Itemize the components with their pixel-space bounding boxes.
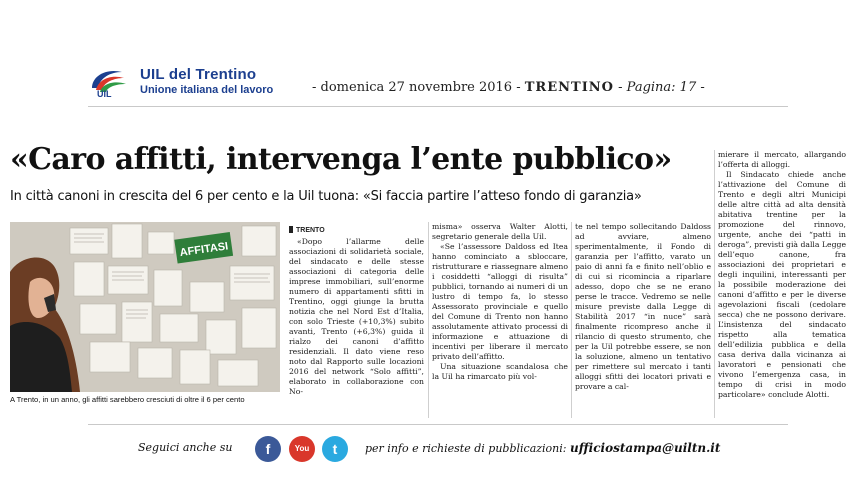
photo-illustration — [10, 222, 280, 392]
column-divider — [571, 222, 572, 418]
facebook-glyph: f — [265, 441, 271, 457]
youtube-icon[interactable] — [289, 436, 315, 462]
logo-text: UIL — [97, 89, 112, 98]
header-divider — [88, 106, 788, 107]
twitter-glyph: t — [332, 441, 338, 457]
article-subhead: In città canoni in crescita del 6 per cento e la Uil tuona: «Si faccia partire l’atteso fondo di garanzia» — [10, 189, 642, 204]
email-link[interactable]: ufficiostampa@uiltn.it — [570, 441, 721, 455]
uil-logo-icon — [88, 66, 128, 98]
contact-prefix: per info e richieste di pubblicazioni: — [365, 442, 567, 455]
kicker-label: TRENTO — [296, 227, 325, 234]
contact-info — [365, 441, 720, 455]
column-2-paragraph: «Se l’assessore Daldoss ed Itea hanno cominciato a sbloccare, ristrutturare e riassegnare almeno i cosiddetti “alloggi di risulta” pubblici, tornando ai numeri di un lustro di tempo fa, lo stesso Assessorato provinciale e quello del Comune di Trento non hanno assolutamente attivato processi di informazione e attuazione di incentivi per liberare il mercato privato dell’affitto. — [432, 242, 568, 361]
follow-label: Seguici anche su — [138, 441, 233, 454]
article-photo — [10, 222, 280, 392]
article-column-3 — [575, 222, 711, 418]
footer-divider — [88, 424, 788, 425]
column-1-text: «Dopo l’allarme delle associazioni di solidarietà sociale, del sindacato e delle stesse associazioni di categoria delle imprese immobiliari, sull’enorme numero di appartamenti sfitti in Trentino, oggi giunge la brutta notizia che nel Nord Est d’Italia, con solo Trieste (+10,3%) subito avanti, Trento (+6,3%) guida il rialzo dei canoni d’affitto residenziali. Il dato viene reso noto dal Rapporto sulle locazioni 2016 del network “Solo affitti”, elaborato in collaborazione con No- — [289, 237, 424, 396]
source-name: TRENTINO — [524, 80, 614, 95]
twitter-icon[interactable] — [322, 436, 348, 462]
article-column-1 — [289, 237, 424, 417]
kicker-marker — [289, 226, 293, 233]
column-2-lead: misma» osserva Walter Alotti, segretario generale della Uil. — [432, 222, 568, 241]
article-column-2 — [432, 222, 568, 418]
article-column-4 — [718, 150, 846, 418]
facebook-icon[interactable] — [255, 436, 281, 462]
dateline — [312, 80, 705, 95]
column-4-paragraph: Il Sindacato chiede anche l’attivazione del Comune di Trento e degli altri Municipi delle altre città ad alta densità abitativa trentine per la promozione del rinnovo, urgente, anche dei “patti in deroga”, previsti già dalla Legge dell’equo canone, fra associazioni dei proprietari e degli inquilini, interessanti per la possibile moderazione dei canoni d’affitto e per le diverse agevolazioni fiscali (cedolare secca) che ne possono derivare. L’insistenza del sindacato rispetto alla tematica dell’edilizia pubblica e della casa deriva dalla vicinanza ai lavoratori e pensionati che vivono l’emergenza casa, in tempo di crisi in modo particolare» conclude Alotti. — [718, 170, 846, 399]
page-header — [0, 0, 847, 112]
column-2-paragraph: Una situazione scandalosa che la Uil ha rimarcato più vol- — [432, 362, 568, 381]
org-name: UIL del Trentino — [140, 66, 257, 83]
photo-caption: A Trento, in un anno, gli affitti sarebbero cresciuti di oltre il 6 per cento — [10, 395, 245, 404]
column-3-text: te nel tempo sollecitando Daldoss ad avviare, almeno sperimentalmente, il Fondo di garanzia per l’affitto, varato un paio di anni fa e finito nell’oblio e di cui si ricomincia a riparlare adesso, dopo che se ne erano perse le tracce. Vedremo se nelle misure previste dalla Legge di Stabilità 2017 “in nuce” sarà finalmente ricompreso anche il rilancio di questo strumento, che per la Uil potrebbe essere, se non la soluzione, almeno un tentativo per rimettere sul mercato i tanti alloggi sfitti dei locatori privati e provare a cal- — [575, 222, 711, 391]
article-kicker — [289, 226, 325, 234]
publication-date: - domenica 27 novembre 2016 - — [312, 80, 521, 95]
org-subtitle: Unione italiana del lavoro — [140, 84, 274, 96]
page-number: - Pagina: 17 - — [618, 80, 705, 95]
column-4-lead: mierare il mercato, allargando l’offerta di alloggi. — [718, 150, 846, 169]
column-divider — [428, 222, 429, 418]
affitasi-sign: AFFITASI — [179, 240, 229, 260]
column-divider — [714, 150, 715, 418]
article-headline: «Caro affitti, intervenga l’ente pubblico» — [10, 142, 672, 177]
youtube-glyph: You — [294, 444, 310, 453]
